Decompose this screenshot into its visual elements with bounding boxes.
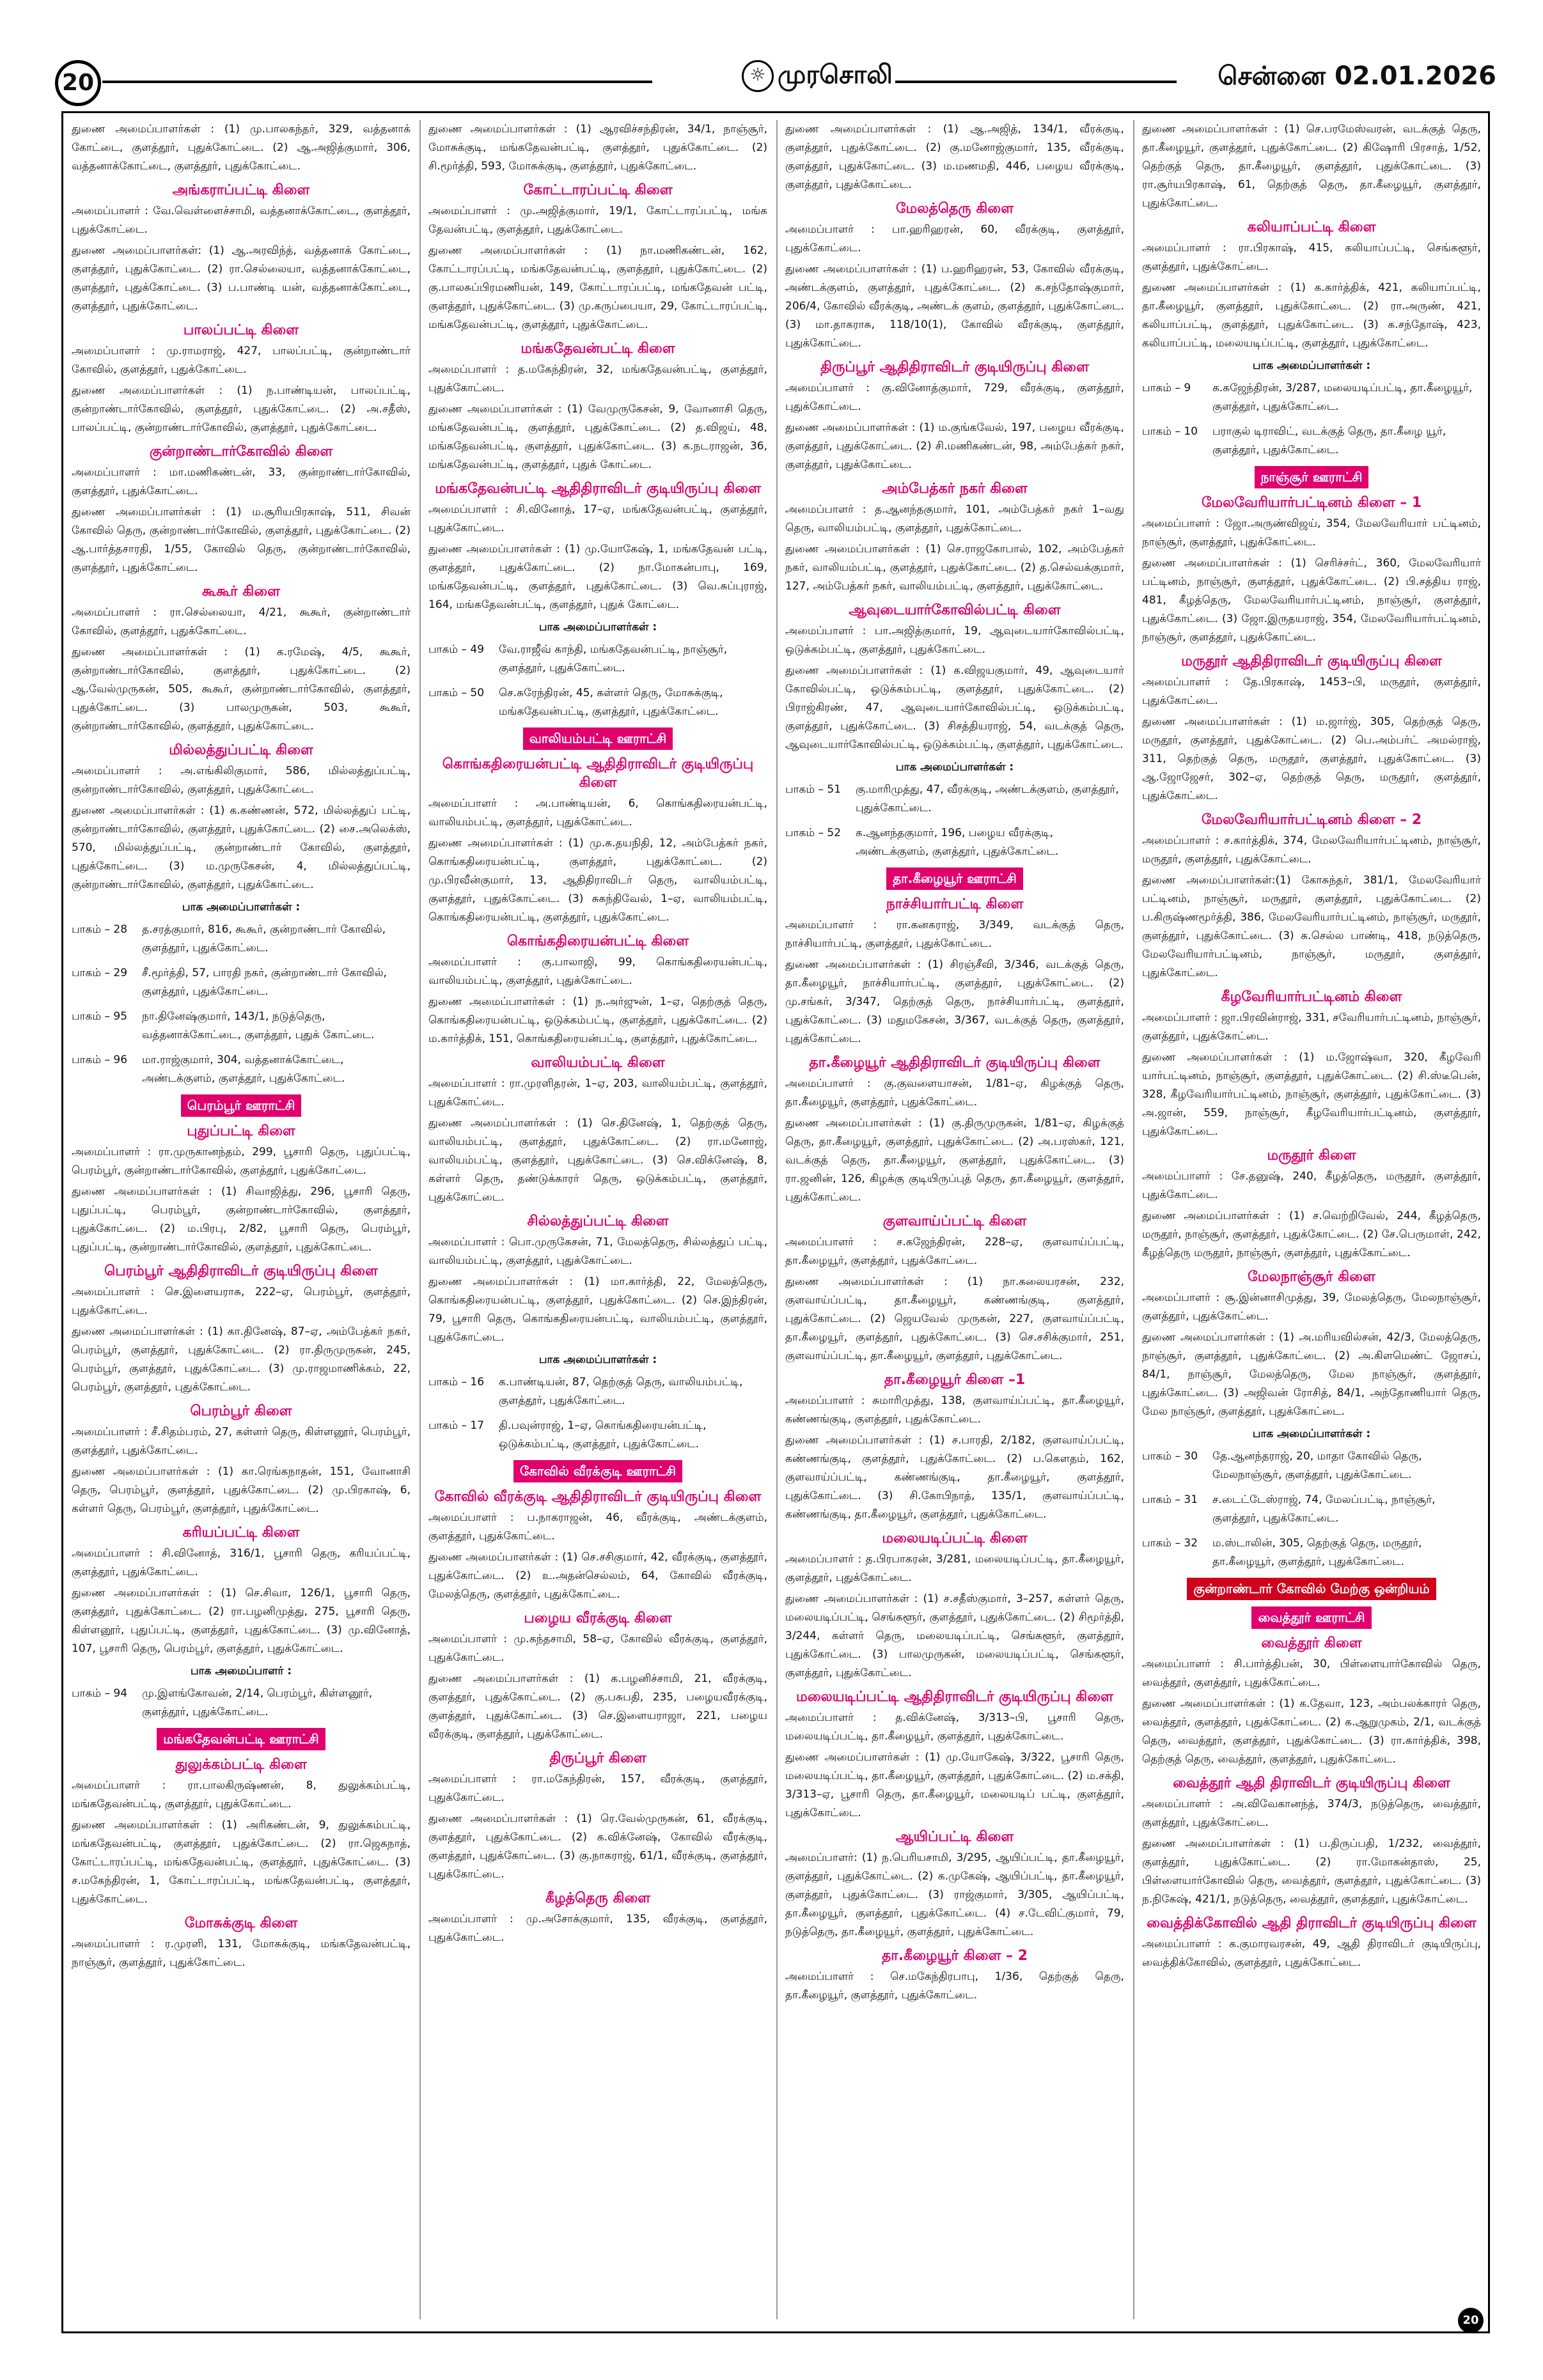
entry: துணை அமைப்பாளர்கள் : (1) மு.யோகேஷ், 3/322, பூசாரி தெரு, மலையடிப்பட்டி, தா.கீழையூர், குளத்தூர், புதுக்கோட்டை. (2) ம.சக்தி, 3/313–ஏ, பூசாரி தெரு, தா.கீழையூர், மலையடிப் பட்டி, குளத்தூர், புதுக்கோட்டை. [785,1751,1124,1819]
booth-entry [428,641,767,678]
entry: அமைப்பாளர் : பா.அஜித்குமார், 19, ஆவுடையார்கோவில்பட்டி, ஒடுக்கம்பட்டி, குளத்தூர், புதுக்கோட்டை. [785,625,1124,656]
panchayat-banner: தா.கீழையூர் ஊராட்சி [886,867,1023,890]
booth-text: நா.தினேஷ்குமார், 143/1, நடுத்தெரு, வத்தனாக்கோட்டை, குளத்தூர், புதுக் கோட்டை. [142,1010,375,1041]
branch-heading: தா.கீழையூர் கிளை – 2 [881,1948,1028,1964]
booth-text: மா.ராஜ்குமார், 304, வத்தனாக்கோட்டை, அண்டக்குளம், குளத்தூர், புதுக்கோட்டை. [142,1054,345,1085]
entry: துணை அமைப்பாளர்கள் : (1) அ.மரியவில்சன், 42/3, மேலத்தெரு, நாஞ்சூர், குளத்தூர், புதுக்கோட்டை. (2) அ.கிளமெண்ட் ஜோசப், 84/1, நாஞ்சூர், மேலத்தெரு, மேல நாஞ்சூர், குளத்தூர், புதுக்கோட்டை. (3) அஜிவன் ரோசித், 84/1, அந்தோணியார் தெரு, மேல நாஞ்சூர், குளத்தூர், புதுக்கோட்டை. [1142,1331,1481,1418]
entry: அமைப்பாளர் : தே.பிரகாஷ், 1453–பி, மருதூர், குளத்தூர், புதுக்கோட்டை. [1142,676,1481,707]
entry: அமைப்பாளர் : பொ.முருகேசன், 71, மேலத்தெரு, சில்லத்துப் பட்டி, வாலியம்பட்டி, குளத்தூர், புதுக்கோட்டை. [428,1236,767,1267]
branch-heading: கொங்கதிரையன்பட்டி கிளை [506,933,689,949]
section-subheading: பாக அமைப்பாளர் : [190,1665,292,1677]
booth-entry [72,1051,411,1088]
booth-label: பாகம் – 31 [1142,1493,1198,1506]
booth-entry [72,964,411,1001]
entry: துணை அமைப்பாளர்கள் : (1) மு.யோகேஷ், 1, மங்கதேவன் பட்டி, குளத்தூர், புதுக்கோட்டை. (2) நா.மோகன்பாபு, 169, மங்கதேவன்பட்டி, குளத்தூர், புதுக்கோட்டை. (3) வெ.சுப்புராஜ், 164, மங்கதேவன்பட்டி, குளத்தூர், புதுக் கோட்டை. [428,543,767,611]
booth-label: பாகம் – 30 [1142,1450,1198,1463]
entry: அமைப்பாளர் : சே.தனுஷ், 240, கீழத்தெரு, மருதூர், குளத்தூர், புதுக்கோட்டை. [1142,1170,1481,1201]
booth-label: பாகம் – 52 [785,827,842,839]
entry: துணை அமைப்பாளர்கள் : (1) ந.பாண்டியன், பாலப்பட்டி, குன்றாண்டார்கோவில், குளத்தூர், புதுக்கோட்டை. (2) அ.சதீஸ், பாலப்பட்டி, குன்றாண்டார்கோவில், குளத்தூர், புதுக்கோட்டை. [72,384,411,434]
branch-heading: மலையடிப்பட்டி ஆதிதிராவிடர் குடியிருப்பு கிளை [796,1689,1113,1705]
entry: அமைப்பாளர் : மு.அசோக்குமார், 135, வீரக்குடி, குளத்தூர், புதுக்கோட்டை. [428,1913,767,1944]
entry: அமைப்பாளர் : த.மகேந்திரன், 32, மங்கதேவன்பட்டி, குளத்தூர், புதுக்கோட்டை. [428,363,767,394]
branch-heading: மோசுக்குடி கிளை [184,1915,298,1931]
branch-heading: பாலப்பட்டி கிளை [183,322,299,338]
entry: துணை அமைப்பாளர்கள்:(1) கோசுந்தர், 381/1, மேலவேரியார் பட்டினம், நாஞ்சூர், மருதூர், குளத்தூர், புதுக்கோட்டை. (2) ப.கிருஷ்ணமூர்த்தி, 386, மேலவேரியார்பட்டினம், நாஞ்சூர், மருதூர், குளத்தூர், புதுக்கோட்டை. (3) க.செல்ல பாண்டி, 418, நடுத்தெரு, மேலவேரியார்பட்டினம், நாஞ்சூர், மருதூர், குளத்தூர், புதுக்கோட்டை. [1142,874,1481,979]
entry: துணை அமைப்பாளர்கள் : (1) செ.சசிகுமார், 42, வீரக்குடி, குளத்தூர், புதுக்கோட்டை. (2) உ.அதன்செல்லம், 64, கோவில் வீரக்குடி, மேலத்தெரு, குளத்தூர், புதுக்கோட்டை. [428,1551,767,1601]
booth-entry [428,1373,767,1410]
booth-label: பாகம் – 28 [72,923,128,936]
branch-heading: கோவில் வீரக்குடி ஆதிதிராவிடர் குடியிருப்பு கிளை [434,1489,762,1505]
masthead-rule [102,81,652,83]
entry: துணை அமைப்பாளர்கள் : (1) வேமுருகேசன், 9, வோனாசி தெரு, மங்கதேவன்பட்டி, குளத்தூர், புதுக்கோட்டை. (2) த.விஜய், 48, மங்கதேவன்பட்டி, குளத்தூர், புதுக்கோட்டை. (3) க.நடராஜன், 36, மங்கதேவன்பட்டி, குளத்தூர், புதுக் கோட்டை. [428,403,767,471]
branch-heading: மேலவேரியார்பட்டினம் கிளை – 2 [1201,812,1422,828]
entry: அமைப்பாளர் : அ.எங்கிலிகுமார், 586, மில்லத்துப்பட்டி, குன்றாண்டார்கோவில், குளத்தூர், புதுக்கோட்டை. [72,765,411,796]
branch-heading: ஆவுடையார்கோவில்பட்டி கிளை [849,602,1061,618]
booth-text: ச.டைட்டேஸ்ராஜ், 74, மேலப்பட்டி, நாஞ்சூர், குளத்தூர், புதுக்கோட்டை. [1212,1493,1436,1525]
booth-entry [72,921,411,958]
branch-heading: மருதூர் ஆதிதிராவிடர் குடியிருப்பு கிளை [1181,653,1442,669]
branch-heading: துலுக்கம்பட்டி கிளை [175,1757,307,1773]
entry: அமைப்பாளர் : செ.இளையராசு, 222–ஏ, பெரம்பூர், குளத்தூர், புதுக்கோட்டை. [72,1286,411,1317]
branch-heading: மங்கதேவன்பட்டி ஆதிதிராவிடர் குடியிருப்பு கிளை [435,481,761,497]
branch-heading: அம்பேத்கர் நகர் கிளை [882,481,1028,497]
booth-entry [1142,1534,1481,1571]
booth-text: செ.சுரேந்திரன், 45, கள்ளர் தெரு, மோசுக்குடி, மங்கதேவன்பட்டி, குளத்தூர், புதுக்கோட்டை. [499,687,723,718]
branch-heading: தா.கீழையூர் ஆதிதிராவிடர் குடியிருப்பு கிளை [809,1055,1100,1071]
entry: துணை அமைப்பாளர்கள் : (1) கு.திருமுருகன், 1/81–ஏ, கிழக்குத் தெரு, தா.கீழையூர், குளத்தூர், புதுக்கோட்டை. (2) அ.பரஸ்கர், 121, வடக்குத் தெரு, தா.கீழையூர், குளத்தூர், புதுக்கோட்டை. (3) ரா.ஜனின், 126, கிழக்கு குடியிருப்புத் தெரு, தா.கீழையூர், குளத்தூர், புதுக்கோட்டை. [785,1117,1124,1204]
entry: அமைப்பாளர் : சீ.சிதம்பரம், 27, கள்ளர் தெரு, கிள்ளனூர், பெரம்பூர், குளத்தூர், புதுக்கோட்டை. [72,1426,411,1457]
booth-text: க.பாண்டியன், 87, தெற்குத் தெரு, வாலியம்பட்டி, குளத்தூர், புதுக்கோட்டை. [499,1376,743,1407]
branch-heading: திருப்பூர் ஆதிதிராவிடர் குடியிருப்பு கிளை [820,359,1089,375]
entry: துணை அமைப்பாளர்கள் : (1) க.தேவா, 123, அம்பலக்காரர் தெரு, வைத்தூர், குளத்தூர், புதுக்கோட்டை. (2) க.ஆறுமுகம், 2/1, வடக்குத் தெரு, வைத்தூர், குளத்தூர், புதுக்கோட்டை. (3) ரா.கார்த்திக், 398, தெற்குத் தெரு, வைத்தூர், குளத்தூர், புதுக்கோட்டை. [1142,1697,1481,1766]
branch-heading: புதுப்பட்டி கிளை [187,1123,295,1139]
panchayat-banner: வைத்தூர் ஊராட்சி [1251,1606,1371,1629]
section-subheading: பாக அமைப்பாளர்கள் : [538,1353,657,1366]
branch-heading: மருதூர் கிளை [1267,1147,1356,1163]
branch-heading: கொங்கதிரையன்பட்டி ஆதிதிராவிடர் குடியிருப்பு கிளை [442,756,754,791]
entry: அமைப்பாளர் : ரா.பிரகாஷ், 415, கலியாப்பட்டி, செங்களூர், குளத்தூர், புதுக்கோட்டை. [1142,242,1481,273]
booth-text: தி.பவுன்ராஜ், 1–ஏ, கொங்கதிரையன்பட்டி, ஒடுக்கம்பட்டி, குளத்தூர், புதுக்கோட்டை. [499,1419,707,1451]
panchayat-banner: நாஞ்சூர் ஊராட்சி [1255,466,1369,488]
entry: துணை அமைப்பாளர்கள் : (1) மு.பாலகந்தர், 329, வத்தனாக் கோட்டை, குளத்தூர், புதுக்கோட்டை. (2) ஆ.அஜித்குமார், 306, வத்தனாக்கோட்டை, குளத்தூர், புதுக்கோட்டை. [72,123,411,173]
branch-heading: வாலியம்பட்டி கிளை [531,1055,665,1071]
branch-heading: கரியப்பட்டி கிளை [182,1525,300,1541]
booth-entry [1142,1491,1481,1528]
column-divider [1133,120,1134,2319]
entry: துணை அமைப்பாளர்கள் : (1) ம.ஜார்ஜ், 305, தெற்குத் தெரு, மருதூர், குளத்தூர், புதுக்கோட்டை. (2) பெ.அம்பர்ட் அமல்ராஜ், 311, தெற்குத் தெரு, மருதூர், குளத்தூர், புதுக்கோட்டை. (3) ஆ.ஜோஜேசர், 302–ஏ, தெற்குத் தெரு, மருதூர், குளத்தூர், புதுக்கோட்டை. [1142,715,1481,802]
booth-label: பாகம் – 9 [1142,382,1191,394]
branch-heading: கீழவேரியார்பட்டினம் கிளை [1221,989,1402,1005]
entry: துணை அமைப்பாளர்கள் : (1) சிவாஜித்து, 296, பூசாரி தெரு, புதுப்பட்டி, பெரம்பூர், குன்றாண்டார்கோவில், குளத்தூர், புதுக்கோட்டை. (2) ம.பிரபு, 2/82, பூசாரி தெரு, பெரம்பூர், புதுப்பட்டி, குன்றாண்டார்கோவில், குளத்தூர், புதுக்கோட்டை. [72,1185,411,1254]
page-number: 20 [55,60,101,106]
section-subheading: பாக அமைப்பாளர்கள் : [895,761,1014,774]
entry: அமைப்பாளர் : ரா.முருகானந்தம், 299, பூசாரி தெரு, புதுப்பட்டி, பெரம்பூர், குன்றாண்டார்கோவில், குளத்தூர், புதுக்கோட்டை. [72,1146,411,1177]
branch-heading: பழைய வீரக்குடி கிளை [524,1610,672,1626]
entry: அமைப்பாளர் : ரா.கனகராஜ், 3/349, வடக்குத் தெரு, நாச்சியார்பட்டி, குளத்தூர், புதுக்கோட்டை. [785,919,1124,950]
booth-label: பாகம் – 17 [428,1419,485,1432]
column-1 [72,120,411,2319]
entry: அமைப்பாளர் : மு.ராமராஜ், 427, பாலப்பட்டி, குன்றாண்டார் கோவில், குளத்தூர், புதுக்கோட்டை. [72,345,411,376]
column-3 [785,120,1124,2319]
entry: அமைப்பாளர் : த.பிரபாகரன், 3/281, மலையடிப்பட்டி, தா.கீழையூர், குளத்தூர், புதுக்கோட்டை. [785,1553,1124,1584]
entry: துணை அமைப்பாளர்கள் : (1) ரெ.வேல்முருகன், 61, வீரக்குடி, குளத்தூர், புதுக்கோட்டை. (2) க.விக்னேஷ், கோவில் வீரக்குடி, குளத்தூர், புதுக்கோட்டை. (3) கு.நாகராஜ், 61/1, வீரக்குடி, குளத்தூர், புதுக்கோட்டை. [428,1812,767,1881]
column-divider [419,120,421,2319]
paper-name: முரசொலி [778,60,893,89]
entry: அமைப்பாளர் : சுமாரிமுத்து, 138, குளவாய்ப்பட்டி, தா.கீழையூர், கண்ணங்குடி, குளத்தூர், புதுக்கோட்டை. [785,1394,1124,1426]
entry: துணை அமைப்பாளர்கள் : (1) கா.ரெங்கநாதன், 151, வோனாசி தெரு, பெரம்பூர், குளத்தூர், புதுக்கோட்டை. (2) மு.பிரகாஷ், 6, கள்ளர் தெரு, பெரம்பூர், குளத்தூர், புதுக்கோட்டை. [72,1465,411,1515]
branch-heading: மேலநாஞ்சூர் கிளை [1248,1269,1375,1285]
emblem-icon: ☼ [742,60,774,92]
branch-heading: பெரம்பூர் கிளை [190,1403,292,1419]
entry: துணை அமைப்பாளர்கள் : (1) ப.ஹரிஹரன், 53, கோவில் வீரக்குடி, அண்டக்குளம், குளத்தூர், புதுக்கோட்டை. (2) க.சந்தோஷ்குமார், 206/4, கோவில் வீரக்குடி, அண்டக் குளம், குளத்தூர், புதுக்கோட்டை. (3) மா.தாகராசு, 118/10(1), கோவில் வீரக்குடி, குளத்தூர், புதுக்கோட்டை. [785,263,1124,350]
entry: அமைப்பாளர் : கு.குவளையாசன், 1/81–ஏ, கிழக்குத் தெரு, தா.கீழையூர், குளத்தூர், புதுக்கோட்டை. [785,1077,1124,1108]
booth-text: கு.மாரிமுத்து, 47, வீரக்குடி, அண்டக்குளம், குளத்தூர், புதுக்கோட்டை. [856,783,1119,814]
booth-label: பாகம் – 10 [1142,425,1198,438]
entry: அமைப்பாளர் : சூ.இன்னாசிமுத்து, 39, மேலத்தெரு, மேலநாஞ்சூர், குளத்தூர், புதுக்கோட்டை. [1142,1291,1481,1323]
booth-entry [1142,379,1481,416]
entry: அமைப்பாளர் : பா.ஹரிஹரன், 60, வீரக்குடி, குளத்தூர், புதுக்கோட்டை. [785,223,1124,254]
branch-heading: கலியாப்பட்டி கிளை [1247,219,1376,235]
entry: துணை அமைப்பாளர்கள் : (1) ம.ஜோஷ்வா, 320, கீழவேரி யார்பட்டினம், நாஞ்சூர், குளத்தூர், புதுக்கோட்டை. (2) சி.ஸ்டீபென், 328, கீழவேரியார்பட்டினம், நாஞ்சூர், குளத்தூர், புதுக்கோட்டை. (3) அ.ஜான், 559, நாஞ்சூர், கீழவேரியார்பட்டினம், குளத்தூர், புதுக்கோட்டை. [1142,1051,1481,1138]
masthead [51,58,1496,102]
entry: அமைப்பாளர் : சி.வினோத், 17–ஏ, மங்கதேவன்பட்டி, குளத்தூர், புதுக்கோட்டை. [428,503,767,534]
entry: துணை அமைப்பாளர்கள் : (1) சிரஞ்சீவி, 3/346, வடக்குத் தெரு, தா.கீழையூர், நாச்சியார்பட்டி, குளத்தூர், புதுக்கோட்டை. (2) மு.சங்கர், 3/347, தெற்குத் தெரு, நாச்சியார்பட்டி, குளத்தூர், புதுக்கோட்டை. (3) மதுமகேசன், 3/367, வடக்குத் தெரு, குளத்தூர், புதுக்கோட்டை. [785,958,1124,1045]
paper-logo [742,60,893,93]
booth-label: பாகம் – 49 [428,643,485,656]
entry: அமைப்பாளர்: (1) ந.பெரியசாமி, 3/295, ஆயிப்பட்டி, தா.கீழையூர், குளத்தூர், புதுக்கோட்டை. (2) க.முகேஷ், ஆயிப்பட்டி, தா.கீழையூர், குளத்தூர், புதுக்கோட்டை. (3) ராஜ்குமார், 3/305, ஆயிப்பட்டி, தா.கீழையூர், குளத்தூர், புதுக்கோட்டை. (4) ச.டேவிட்குமார், 79, நடுத்தெரு, தா.கீழையூர், குளத்தூர், புதுக்கோட்டை. [785,1851,1124,1938]
entry: அமைப்பாளர் : ப.நாகராஜன், 46, வீரக்குடி, அண்டக்குளம், குளத்தூர், புதுக்கோட்டை. [428,1511,767,1543]
booth-label: பாகம் – 94 [72,1687,128,1700]
panchayat-banner: கோவில் வீரக்குடி ஊராட்சி [513,1460,682,1482]
entry: அமைப்பாளர் : வே.வெள்ளைச்சாமி, வத்தனாக்கோட்டை, குளத்தூர், புதுக்கோட்டை. [72,205,411,236]
entry: அமைப்பாளர் : ச.கஜேந்திரன், 228–ஏ, குளவாய்ப்பட்டி, தா.கீழையூர், குளத்தூர், புதுக்கோட்டை. [785,1236,1124,1267]
booth-text: க.கஜேந்திரன், 3/287, மலையடிப்பட்டி, தா.கீழையூர், குளத்தூர், புதுக்கோட்டை. [1212,382,1473,413]
booth-entry [785,781,1124,818]
branch-heading: மங்கதேவன்பட்டி கிளை [521,341,675,357]
branch-heading: சில்லத்துப்பட்டி கிளை [527,1213,669,1229]
column-divider [776,120,778,2319]
branch-heading: வைத்தூர் ஆதி திராவிடர் குடியிருப்பு கிளை [1173,1775,1450,1791]
section-subheading: பாக அமைப்பாளர்கள் : [538,621,657,634]
booth-entry [428,1417,767,1454]
branch-heading: திருப்பூர் கிளை [549,1750,646,1766]
entry: அமைப்பாளர் : கு.பாலாஜி, 99, கொங்கதிரையன்பட்டி, வாலியம்பட்டி, குளத்தூர், புதுக்கோட்டை. [428,956,767,987]
booth-label: பாகம் – 50 [428,687,485,699]
entry: துணை அமைப்பாளர்கள் : (1) ம.குங்கவேல், 197, பழைய வீரக்குடி, குளத்தூர், புதுக்கோட்டை. (2) சி.மணிகண்டன், 98, அம்பேத்கர் நகர், குளத்தூர், புதுக்கோட்டை. [785,421,1124,471]
branch-heading: பெரம்பூர் ஆதிதிராவிடர் குடியிருப்பு கிளை [104,1263,378,1279]
booth-label: பாகம் – 51 [785,783,842,796]
booth-text: க.ஆனந்தகுமார், 196, பழைய வீரக்குடி, அண்டக்குளம், குளத்தூர், புதுக்கோட்டை. [856,827,1059,858]
entry: துணை அமைப்பாளர்கள் : (1) செரிச்சர்ட், 360, மேலவேரியார் பட்டினம், நாஞ்சூர், குளத்தூர், புதுக்கோட்டை. (2) பி.சத்திய ராஜ், 481, கீழத்தெரு, மேலவேரியார்பட்டினம், நாஞ்சூர், குளத்தூர், புதுக்கோட்டை. (3) ஜோ.இருதயராஜ், 354, மேலவேரியார்பட்டினம், நாஞ்சூர், குளத்தூர், புதுக்கோட்டை. [1142,557,1481,644]
entry: துணை அமைப்பாளர்கள் : (1) ஆரவிச்சந்திரன், 34/1, நாஞ்சூர், மோசுக்குடி, மங்கதேவன்பட்டி, குளத்தூர், புதுக்கோட்டை. (2) சி.மூர்த்தி, 593, மோசுக்குடி, குளத்தூர், புதுக்கோட்டை. [428,123,767,173]
booth-text: பராகுல் டிராவிட், வடக்குத் தெரு, தா.கீழை யூர், குளத்தூர், புதுக்கோட்டை. [1212,425,1446,456]
booth-label: பாகம் – 95 [72,1010,128,1023]
branch-heading: நாச்சியார்பட்டி கிளை [886,896,1024,912]
panchayat-banner: வாலியம்பட்டி ஊராட்சி [523,727,673,750]
entry: அமைப்பாளர் : த.ஆனந்தகுமார், 101, அம்பேத்கர் நகர் 1–வது தெரு, வாலியம்பட்டி, குளத்தூர், புதுக்கோட்டை. [785,503,1124,534]
branch-heading: மலையடிப்பட்டி கிளை [882,1530,1028,1546]
booth-text: தே.ஆனந்தராஜ், 20, மாதா கோவில் தெரு, மேலநாஞ்சூர், குளத்தூர், புதுக்கோட்டை. [1212,1450,1422,1481]
booth-label: பாகம் – 32 [1142,1537,1198,1550]
entry: அமைப்பாளர் : மா.மணிகண்டன், 33, குன்றாண்டார்கோவில், குளத்தூர், புதுக்கோட்டை. [72,466,411,497]
entry: துணை அமைப்பாளர்கள் : (1) செ.ராஜகோபால், 102, அம்பேத்கர் நகர், வாலியம்பட்டி, குளத்தூர், புதுக்கோட்டை. (2) த.செல்வக்குமார், 127, அம்பேத்கர் நகர், வாலியம்பட்டி, குளத்தூர், புதுக்கோட்டை. [785,543,1124,593]
booth-label: பாகம் – 96 [72,1054,128,1066]
branch-heading: மேலவேரியார்பட்டினம் கிளை – 1 [1201,495,1422,511]
entry: துணை அமைப்பாளர்கள் : (1) க.விஜயகுமார், 49, ஆவுடையார் கோவில்பட்டி, ஒடுக்கம்பட்டி, குளத்தூர், புதுக்கோட்டை. (2) பிராஜ்கிரண், 47, ஆவுடையார்கோவில்பட்டி, ஒடுக்கம்பட்டி, குளத்தூர், புதுக்கோட்டை. (3) சிசத்தியராஜ், 54, வடக்குத் தெரு, ஆவுடையார்கோவில்பட்டி, ஒடுக்கம்பட்டி, குளத்தூர், புதுக்கோட்டை. [785,664,1124,751]
booth-text: சீ.மூர்த்தி, 57, பாரதி நகர், குன்றாண்டார் கோவில், குளத்தூர், புதுக்கோட்டை. [142,967,387,998]
booth-text: த.சரத்குமார், 816, கூகூர், குன்றாண்டார் கோவில், குளத்தூர், புதுக்கோட்டை. [142,923,386,954]
branch-heading: கூகூர் கிளை [202,584,280,600]
footer-page-number: 20 [1458,2308,1484,2333]
booth-label: பாகம் – 16 [428,1376,485,1388]
column-4 [1142,120,1481,2319]
entry: அமைப்பாளர் : ரா.முரளிதரன், 1–ஏ, 203, வாலியம்பட்டி, குளத்தூர், புதுக்கோட்டை. [428,1077,767,1108]
entry: துணை அமைப்பாளர்கள் : (1) ப.திருப்பதி, 1/232, வைத்தூர், குளத்தூர், புதுக்கோட்டை. (2) ரா.மோகன்தாஸ், 25, பிள்ளையார்கோவில் தெரு, வைத்தூர், குளத்தூர், புதுக்கோட்டை. (3) ந.நிகேஷ், 421/1, நடுத்தெரு, வைத்தூர், குளத்தூர், புதுக்கோட்டை. [1142,1837,1481,1906]
entry: துணை அமைப்பாளர்கள்: (1) ஆ.அரவிந்த், வத்தனாக் கோட்டை, குளத்தூர், புதுக்கோட்டை. (2) ரா.செல்லையா, வத்தனாக்கோட்டை, குளத்தூர், புதுக்கோட்டை. (3) ப.பாண்டி யன், வத்தனாக்கோட்டை, குளத்தூர், புதுக்கோட்டை. [72,244,411,313]
column-2 [428,120,767,2319]
entry: அமைப்பாளர் : க.குமாரவரசன், 49, ஆதி திராவிடர் குடியிருப்பு, வைத்திக்கோவில், குளத்தூர், புதுக்கோட்டை. [1142,1938,1481,1969]
entry: துணை அமைப்பாளர்கள் : (1) அரிகண்டன், 9, துலுக்கம்பட்டி, மங்கதேவன்பட்டி, குளத்தூர், புதுக்கோட்டை. (2) ரா.ஜெகநாத், கோட்டாரப்பட்டி, மங்கதேவன்பட்டி, குளத்தூர், புதுக்கோட்டை. (3) ச.மகேந்திரன், 1, கோட்டாரப்பட்டி, மங்கதேவன்பட்டி, குளத்தூர், புதுக்கோட்டை. [72,1819,411,1906]
section-subheading: பாக அமைப்பாளர்கள் : [1252,1427,1371,1440]
entry: அமைப்பாளர் : ரா.மகேந்திரன், 157, வீரக்குடி, குளத்தூர், புதுக்கோட்டை. [428,1773,767,1804]
entry: அமைப்பாளர் : ரா.பாலகிருஷ்ணன், 8, துலுக்கம்பட்டி, மங்கதேவன்பட்டி, குளத்தூர், புதுக்கோட்டை. [72,1779,411,1810]
entry: அமைப்பாளர் : அ.பாண்டியன், 6, கொங்கதிரையன்பட்டி, வாலியம்பட்டி, குளத்தூர், புதுக்கோட்டை. [428,797,767,828]
entry: துணை அமைப்பாளர்கள் : (1) செ.சிவா, 126/1, பூசாரி தெரு, குளத்தூர், புதுக்கோட்டை. (2) ரா.பழனிமுத்து, 275, பூசாரி தெரு, கிள்ளனூர், புதுப்பட்டி, குளத்தூர், புதுக்கோட்டை. (3) மு.வினோத், 107, பூசாரி தெரு, பெரம்பூர், குளத்தூர், புதுக்கோட்டை. [72,1587,411,1655]
union-banner: குன்றாண்டார் கோவில் மேற்கு ஒன்றியம் [1187,1578,1436,1600]
entry: அமைப்பாளர் : சி.பார்த்திபன், 30, பிள்ளையார்கோவில் தெரு, வைத்தூர், குளத்தூர், புதுக்கோட்டை. [1142,1658,1481,1689]
entry: துணை அமைப்பாளர்கள் : (1) செ.பரமேஸ்வரன், வடக்குத் தெரு, தா.கீழையூர், குளத்தூர், புதுக்கோட்டை. (2) கிஷோரி பிரசாத், 1/52, தெற்குத் தெரு, தா.கீழையூர், குளத்தூர், புதுக்கோட்டை. (3) ரா.சூர்யபிரகாஷ், 61, தெற்குத் தெரு, தா.கீழையூர், குளத்தூர், புதுக்கோட்டை. [1142,123,1481,210]
section-subheading: பாக அமைப்பாளர்கள் : [182,901,301,914]
entry: அமைப்பாளர் : ஜா.பிரவின்ராஜ், 331, சவேரியார்பட்டினம், நாஞ்சூர், குளத்தூர், புதுக்கோட்டை. [1142,1011,1481,1043]
branch-heading: குளவாய்ப்பட்டி கிளை [882,1213,1027,1229]
entry: துணை அமைப்பாளர்கள் : (1) ந.அர்ஜுன், 1–ஏ, தெற்குத் தெரு, கொங்கதிரையன்பட்டி, ஒடுக்கம்பட்டி, குளத்தூர், புதுக்கோட்டை. (2) ம.கார்த்திக், 151, கொங்கதிரையன்பட்டி, குளத்தூர், புதுக்கோட்டை. [428,995,767,1045]
entry: அமைப்பாளர் : மு.கந்தசாமி, 58–ஏ, கோவில் வீரக்குடி, குளத்தூர், புதுக்கோட்டை. [428,1633,767,1664]
branch-heading: ஆயிப்பட்டி கிளை [895,1829,1014,1845]
booth-entry [785,824,1124,861]
entry: துணை அமைப்பாளர்கள் : (1) நா.மணிகண்டன், 162, கோட்டாரப்பட்டி, மங்கதேவன்பட்டி, குளத்தூர், புதுக்கோட்டை. (2) கு.பாலசுப்பிரமணியன், 149, கோட்டாரப்பட்டி, மங்கதேவன் பட்டி, குளத்தூர், புதுக்கோட்டை. (3) மு.கருப்பையா, 29, கோட்டாரப்பட்டி, மங்கதேவன்பட்டி, குளத்தூர், புதுக்கோட்டை. [428,244,767,331]
entry: துணை அமைப்பாளர்கள் : (1) கா.தினேஷ், 87–ஏ, அம்பேத்கர் நகர், பெரம்பூர், குளத்தூர், புதுக்கோட்டை. (2) ரா.திருமுருகன், 245, பெரம்பூர், குளத்தூர், புதுக்கோட்டை. (3) மு.ராஜமாணிக்கம், 22, பெரம்பூர், குளத்தூர், புதுக்கோட்டை. [72,1325,411,1394]
panchayat-banner: பெரம்பூர் ஊராட்சி [181,1094,302,1117]
entry: துணை அமைப்பாளர்கள் : (1) ச.பாரதி, 2/182, குளவாய்ப்பட்டி, கண்ணங்குடி, குளத்தூர், புதுக்கோட்டை. (2) ப.கௌதம், 162, குளவாய்ப்பட்டி, கண்ணங்குடி, தா.கீழையூர், குளத்தூர், புதுக்கோட்டை. (3) சி.கோபிநாத், 135/1, குளவாய்ப்பட்டி, கண்ணங்குடி, தா.கீழையூர், குளத்தூர், புதுக்கோட்டை. [785,1434,1124,1521]
entry: அமைப்பாளர் : கு.வினோத்குமார், 729, வீரக்குடி, குளத்தூர், புதுக்கோட்டை. [785,382,1124,413]
branch-heading: மில்லத்துப்பட்டி கிளை [169,742,313,758]
entry: அமைப்பாளர் : ர.முரளி, 131, மோசுக்குடி, மங்கதேவன்பட்டி, நாஞ்சூர், குளத்தூர், புதுக்கோட்டை. [72,1938,411,1969]
booth-entry [72,1684,411,1722]
entry: துணை அமைப்பாளர்கள் : (1) ஆ.அஜித், 134/1, வீரக்குடி, குளத்தூர், புதுக்கோட்டை. (2) கு.மனோஜ்குமார், 135, வீரக்குடி, குளத்தூர், புதுக்கோட்டை. (3) ம.மணமதி, 446, பழைய வீரக்குடி, குளத்தூர், புதுக்கோட்டை. [785,123,1124,191]
entry: அமைப்பாளர் : சி.வினோத், 316/1, பூசாரி தெரு, கரியப்பட்டி, குளத்தூர், புதுக்கோட்டை. [72,1547,411,1578]
branch-heading: வைத்திக்கோவில் ஆதி திராவிடர் குடியிருப்பு கிளை [1147,1915,1476,1931]
branch-heading: கோட்டாரப்பட்டி கிளை [523,182,673,198]
booth-entry [1142,1447,1481,1484]
booth-entry [1142,423,1481,460]
branch-heading: வைத்தூர் கிளை [1261,1635,1362,1651]
masthead-rule [895,81,1177,83]
entry: துணை அமைப்பாளர்கள் : (1) செ.தினேஷ், 1, தெற்குத் தெரு, வாலியம்பட்டி, குளத்தூர், புதுக்கோட்டை. (2) ரா.மனோஜ், வாலியம்பட்டி, குளத்தூர், புதுக்கோட்டை. (3) செ.விக்னேஷ், 8, கள்ளர் தெரு, தண்டுக்காரர் தெரு, ஒடுக்கம்பட்டி, குளத்தூர், புதுக்கோட்டை. [428,1117,767,1204]
entry: துணை அமைப்பாளர்கள் : (1) ம.சூரியபிரகாஷ், 511, சிவன் கோவில் தெரு, குன்றாண்டார்கோவில், குளத்தூர், புதுக்கோட்டை. (2) ஆ.பார்த்தசாரதி, 1/55, கோவில் தெரு, குன்றாண்டார்கோவில், குளத்தூர், புதுக்கோட்டை. [72,506,411,574]
entry: அமைப்பாளர் : மு.அஜித்குமார், 19/1, கோட்டாரப்பட்டி, மங்க தேவன்பட்டி, குளத்தூர், புதுக்கோட்டை. [428,205,767,236]
entry: அமைப்பாளர் : ச.கார்த்திக், 374, மேலவேரியார்பட்டினம், நாஞ்சூர், மருதூர், குளத்தூர், புதுக்கோட்டை. [1142,834,1481,866]
entry: அமைப்பாளர் : ரா.செல்லையா, 4/21, கூகூர், குன்றாண்டார் கோவில், குளத்தூர், புதுக்கோட்டை. [72,606,411,637]
entry: துணை அமைப்பாளர்கள் : (1) ச.சதீஸ்குமார், 3–257, கள்ளர் தெரு, மலையடிப்பட்டி, செங்களூர், குளத்தூர், புதுக்கோட்டை. (2) சிமூர்த்தி, 3/244, கள்ளர் தெரு, மலையடிப்பட்டி, செங்களூர், குளத்தூர், புதுக்கோட்டை. (3) பாலமுருகன், மலையடிப்பட்டி, செங்களூர், குளத்தூர், புதுக்கோட்டை. [785,1592,1124,1679]
booth-text: வே.ராஜீவ் காந்தி, மங்கதேவன்பட்டி, நாஞ்சூர், குளத்தூர், புதுக்கோட்டை. [499,643,728,674]
branch-heading: குன்றாண்டார்கோவில் கிளை [149,444,333,460]
branch-heading: அங்கராப்பட்டி கிளை [172,182,310,198]
booth-entry [72,1007,411,1045]
booth-entry [428,684,767,721]
booth-text: மு.இளங்கோவன், 2/14, பெரம்பூர், கிள்ளனூர், குளத்தூர், புதுக்கோட்டை. [142,1687,373,1718]
branch-heading: கீழத்தெரு கிளை [545,1890,651,1906]
entry: துணை அமைப்பாளர்கள் : (1) க.கார்த்திக், 421, கலியாப்பட்டி, தா.கீழையூர், குளத்தூர், புதுக்கோட்டை. (2) ரா.அருண், 421, கலியாப்பட்டி, குளத்தூர், புதுக்கோட்டை. (3) க.சந்தோஷ், 423, கலியாப்பட்டி, மலையடிப்பட்டி, குளத்தூர், புதுக்கோட்டை. [1142,281,1481,350]
entry: அமைப்பாளர் : த.விக்னேஷ், 3/313–பி, பூசாரி தெரு, மலையடிப்பட்டி, தா.கீழையூர், குளத்தூர், புதுக்கோட்டை. [785,1711,1124,1743]
entry: அமைப்பாளர் : அ.விவேகானந்த், 374/3, நடுத்தெரு, வைத்தூர், குளத்தூர், புதுக்கோட்டை. [1142,1798,1481,1829]
booth-text: ம.ஸ்டாலின், 305, தெற்குத் தெரு, மருதூர், தா.கீழையூர், குளத்தூர், புதுக்கோட்டை. [1212,1537,1422,1568]
date-line: சென்னை 02.01.2026 [1218,61,1496,91]
booth-label: பாகம் – 29 [72,967,128,979]
panchayat-banner: மங்கதேவன்பட்டி ஊராட்சி [157,1728,325,1750]
entry: அமைப்பாளர் : செ.மகேந்திரபாபு, 1/36, தெற்குத் தெரு, தா.கீழையூர், குளத்தூர், புதுக்கோட்டை. [785,1970,1124,2002]
section-subheading: பாக அமைப்பாளர்கள் : [1252,359,1371,372]
entry: துணை அமைப்பாளர்கள் : (1) ச.வெற்றிவேல், 244, கீழத்தெரு, மருதூர், நாஞ்சூர், குளத்தூர், புதுக்கோட்டை. (2) சே.பெருமாள், 242, கீழத்தெரு மருதூர், நாஞ்சூர், குளத்தூர், புதுக்கோட்டை. [1142,1209,1481,1259]
entry: துணை அமைப்பாளர்கள் : (1) மு.க.தயநிதி, 12, அம்பேத்கர் நகர், கொங்கதிரையன்பட்டி, குளத்தூர், புதுக்கோட்டை. (2) மு.பிரவீன்குமார், 13, ஆதிதிராவிடர் தெரு, வாலியம்பட்டி, குளத்தூர், புதுக்கோட்டை. (3) சுகந்திவேல், 1–ஏ, வாலியம்பட்டி, கொங்கதிரையன்பட்டி, குளத்தூர், புதுக்கோட்டை. [428,837,767,924]
entry: துணை அமைப்பாளர்கள் : (1) க.ரமேஷ், 4/5, கூகூர், குன்றாண்டார்கோவில், குளத்தூர், புதுக்கோட்டை. (2) ஆ.வேல்முருகன், 505, கூகூர், குன்றாண்டார்கோவில், குளத்தூர், புதுக்கோட்டை. (3) பாலமுருகன், 503, கூகூர், குன்றாண்டார்கோவில், குளத்தூர், புதுக்கோட்டை. [72,646,411,733]
entry: துணை அமைப்பாளர்கள் : (1) நா.கலையரசன், 232, குளவாய்ப்பட்டி, தா.கீழையூர், கண்ணங்குடி, குளத்தூர், புதுக்கோட்டை. (2) ஜெயவேல் முருகன், 227, குளவாய்ப்பட்டி, தா.கீழையூர், குளத்தூர், புதுக்கோட்டை. (3) செ.சசிக்குமார், 251, குளவாய்ப்பட்டி, தா.கீழையூர், குளத்தூர், புதுக்கோட்டை. [785,1275,1124,1362]
entry: அமைப்பாளர் : ஜோ.அருண்விஜய், 354, மேலவேரியார் பட்டினம், நாஞ்சூர், குளத்தூர், புதுக்கோட்டை. [1142,517,1481,548]
branch-heading: மேலத்தெரு கிளை [895,201,1014,217]
entry: துணை அமைப்பாளர்கள் : (1) க.பழனிச்சாமி, 21, வீரக்குடி, குளத்தூர், புதுக்கோட்டை. (2) கு.பசுபதி, 235, பழையவீரக்குடி, குளத்தூர், புதுக்கோட்டை. (3) செ.இளையராஜா, 221, பழைய வீரக்குடி, குளத்தூர், புதுக்கோட்டை. [428,1672,767,1741]
entry: துணை அமைப்பாளர்கள் : (1) மா.கார்த்தி, 22, மேலத்தெரு, கொங்கதிரையன்பட்டி, குளத்தூர், புதுக்கோட்டை. (2) செ.இந்திரன், 79, பூசாரி தெரு, கொங்கதிரையன்பட்டி, வாலியம்பட்டி, குளத்தூர், புதுக்கோட்டை. [428,1275,767,1344]
branch-heading: தா.கீழையூர் கிளை –1 [884,1372,1026,1388]
entry: துணை அமைப்பாளர்கள் : (1) க.கண்ணன், 572, மில்லத்துப் பட்டி, குன்றாண்டார்கோவில், குளத்தூர், புதுக்கோட்டை. (2) சை.அலெக்ஸ், 570, மில்லத்துப்பட்டி, குன்றாண்டார் கோவில், குளத்தூர், புதுக்கோட்டை. (3) ம.முருகேசன், 4, மில்லத்துப்பட்டி, குன்றாண்டார்கோவில், குளத்தூர், புதுக்கோட்டை. [72,804,411,891]
